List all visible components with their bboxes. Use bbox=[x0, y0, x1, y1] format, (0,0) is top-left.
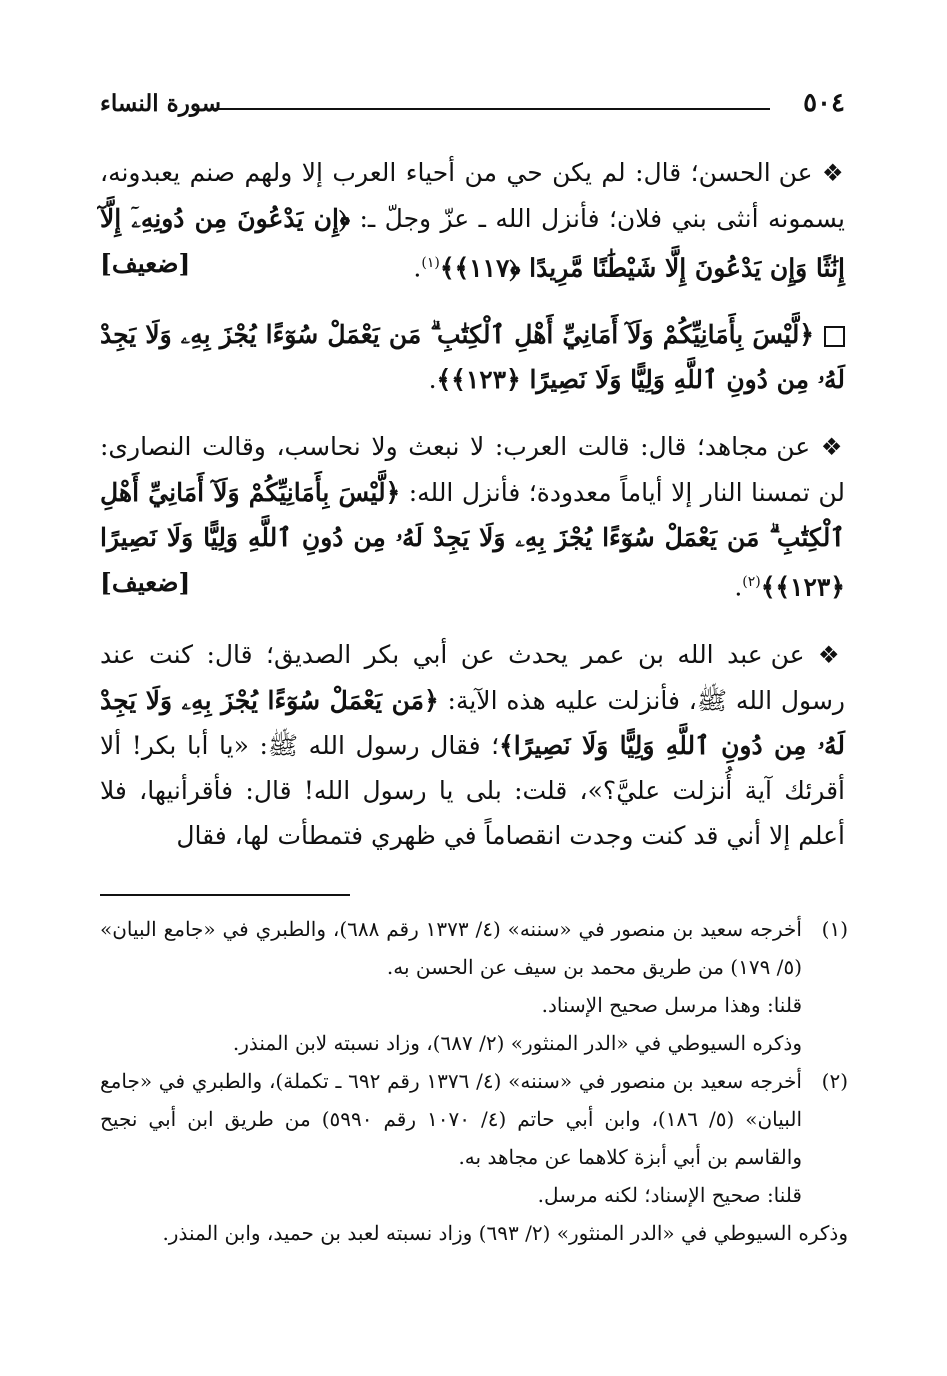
hadith-marker-icon: ❖ bbox=[818, 640, 846, 669]
footnote-line: قلنا: وهذا مرسل صحيح الإسناد. bbox=[541, 993, 802, 1017]
hadith-text: عن عبد الله بن عمر يحدث عن أبي بكر الصديق؛ قال: كنت عند رسول الله ﷺ، فأنزلت عليه هذه الآية: bbox=[100, 639, 845, 715]
footnote-line: قلنا: صحيح الإسناد؛ لكنه مرسل. bbox=[537, 1183, 802, 1207]
main-text bbox=[100, 150, 845, 880]
footnote-2-continued bbox=[100, 1214, 848, 1252]
footnote-line: أخرجه سعيد بن منصور في «سننه» (٤/ ١٣٧٣ رقم ٦٨٨)، والطبري في «جامع البيان» (٥/ ١٧٩) من طريق محمد بن سيف عن الحسن به. bbox=[100, 917, 802, 979]
footnote-line: وذكره السيوطي في «الدر المنثور» (٢/ ٦٩٣) وزاد نسبته لعبد بن حميد، وابن المنذر. bbox=[162, 1221, 848, 1245]
period: . bbox=[428, 365, 437, 395]
grade-label: [ضعيف] bbox=[100, 568, 191, 598]
footnote-divider bbox=[100, 894, 350, 896]
verse-paragraph bbox=[100, 312, 845, 402]
period: . bbox=[734, 572, 743, 602]
footnote-1 bbox=[100, 910, 848, 1062]
header-rule bbox=[215, 108, 770, 110]
hadith-marker-icon: ❖ bbox=[822, 159, 846, 187]
quran-quote: ﴿لَّيْسَ بِأَمَانِيِّكُمْ وَلَآ أَمَانِيِّ أَهْلِ ٱلْكِتَٰبِ ۗ مَن يَعْمَلْ سُوٓءًا يُجْزَ بِهِۦ وَلَا يَجِدْ لَهُۥ مِن دُونِ ٱللَّهِ وَلِيًّا وَلَا نَصِيرًا ﴿١٢٣﴾﴾ bbox=[100, 478, 845, 602]
quran-verse: ﴿لَّيْسَ بِأَمَانِيِّكُمْ وَلَآ أَمَانِيِّ أَهْلِ ٱلْكِتَٰبِ ۗ مَن يَعْمَلْ سُوٓءًا يُجْزَ بِهِۦ وَلَا يَجِدْ لَهُۥ مِن دُونِ ٱللَّهِ وَلِيًّا وَلَا نَصِيرًا ﴿١٢٣﴾﴾ bbox=[100, 320, 845, 395]
surah-title: سورة النساء bbox=[100, 90, 221, 117]
footnote-number: (١) bbox=[821, 917, 848, 941]
hadith-text: عن الحسن؛ قال: لم يكن حي من أحياء العرب إلا ولهم صنم يعبدونه، يسمونه أنثى بني فلان؛ فأنزل الله ـ عزّ وجلّ ـ: bbox=[100, 158, 845, 233]
footnote-line: وذكره السيوطي في «الدر المنثور» (٢/ ٦٨٧)، وزاد نسبته لابن المنذر. bbox=[232, 1031, 802, 1055]
hadith-marker-icon: ❖ bbox=[820, 433, 846, 462]
quran-quote: ﴿إِن يَدْعُونَ مِن دُونِهِۦٓ إِلَّآ إِنَٰثًا وَإِن يَدْعُونَ إِلَّا شَيْطَٰنًا مَّرِيدًا ﴿١١٧﴾﴾ bbox=[100, 204, 845, 283]
footnote-number: (٢) bbox=[821, 1069, 848, 1093]
period: . bbox=[413, 253, 422, 283]
grade-label: [ضعيف] bbox=[100, 249, 191, 278]
square-box-icon bbox=[824, 326, 845, 347]
page-header bbox=[100, 88, 845, 128]
hadith-paragraph-1 bbox=[100, 150, 845, 290]
footnote-2 bbox=[100, 1062, 848, 1214]
page-number: ٥٠٤ bbox=[803, 88, 845, 118]
footnotes bbox=[100, 910, 848, 1252]
footnote-ref[interactable]: (٢) bbox=[742, 574, 761, 591]
hadith-text: عن مجاهد؛ قال: قالت العرب: لا نبعث ولا نحاسب، وقالت النصارى: لن تمسنا النار إلا أياماً معدودة؛ فأنزل الله: bbox=[100, 432, 845, 508]
footnote-line: أخرجه سعيد بن منصور في «سننه» (٤/ ١٣٧٦ رقم ٦٩٢ ـ تكملة)، والطبري في «جامع البيان» (٥/ ١٨٦)، وابن أبي حاتم (٤/ ١٠٧٠ رقم ٥٩٩٠) من طريق ابن أبي نجيح والقاسم بن أبي أبزة كلاهما عن مجاهد به. bbox=[100, 1069, 802, 1169]
hadith-paragraph-3 bbox=[100, 632, 845, 858]
hadith-paragraph-2 bbox=[100, 424, 845, 609]
footnote-ref[interactable]: (١) bbox=[421, 255, 440, 271]
quran-quote: ﴿مَن يَعْمَلْ سُوٓءًا يُجْزَ بِهِۦ وَلَا يَجِدْ لَهُۥ مِن دُونِ ٱللَّهِ وَلِيًّا وَلَا نَصِيرًا﴾ bbox=[100, 685, 845, 760]
hadith-text-cont: ؛ فقال رسول الله ﷺ: «يا أبا بكر! ألا أقرئك آية أُنزلت عليَّ؟»، قلت: بلى يا رسول الله! قال: فأقرأنيها، فلا أعلم إلا أني قد كنت وجدت انقصاماً في ظهري فتمطأت لها، فقال bbox=[100, 730, 845, 850]
